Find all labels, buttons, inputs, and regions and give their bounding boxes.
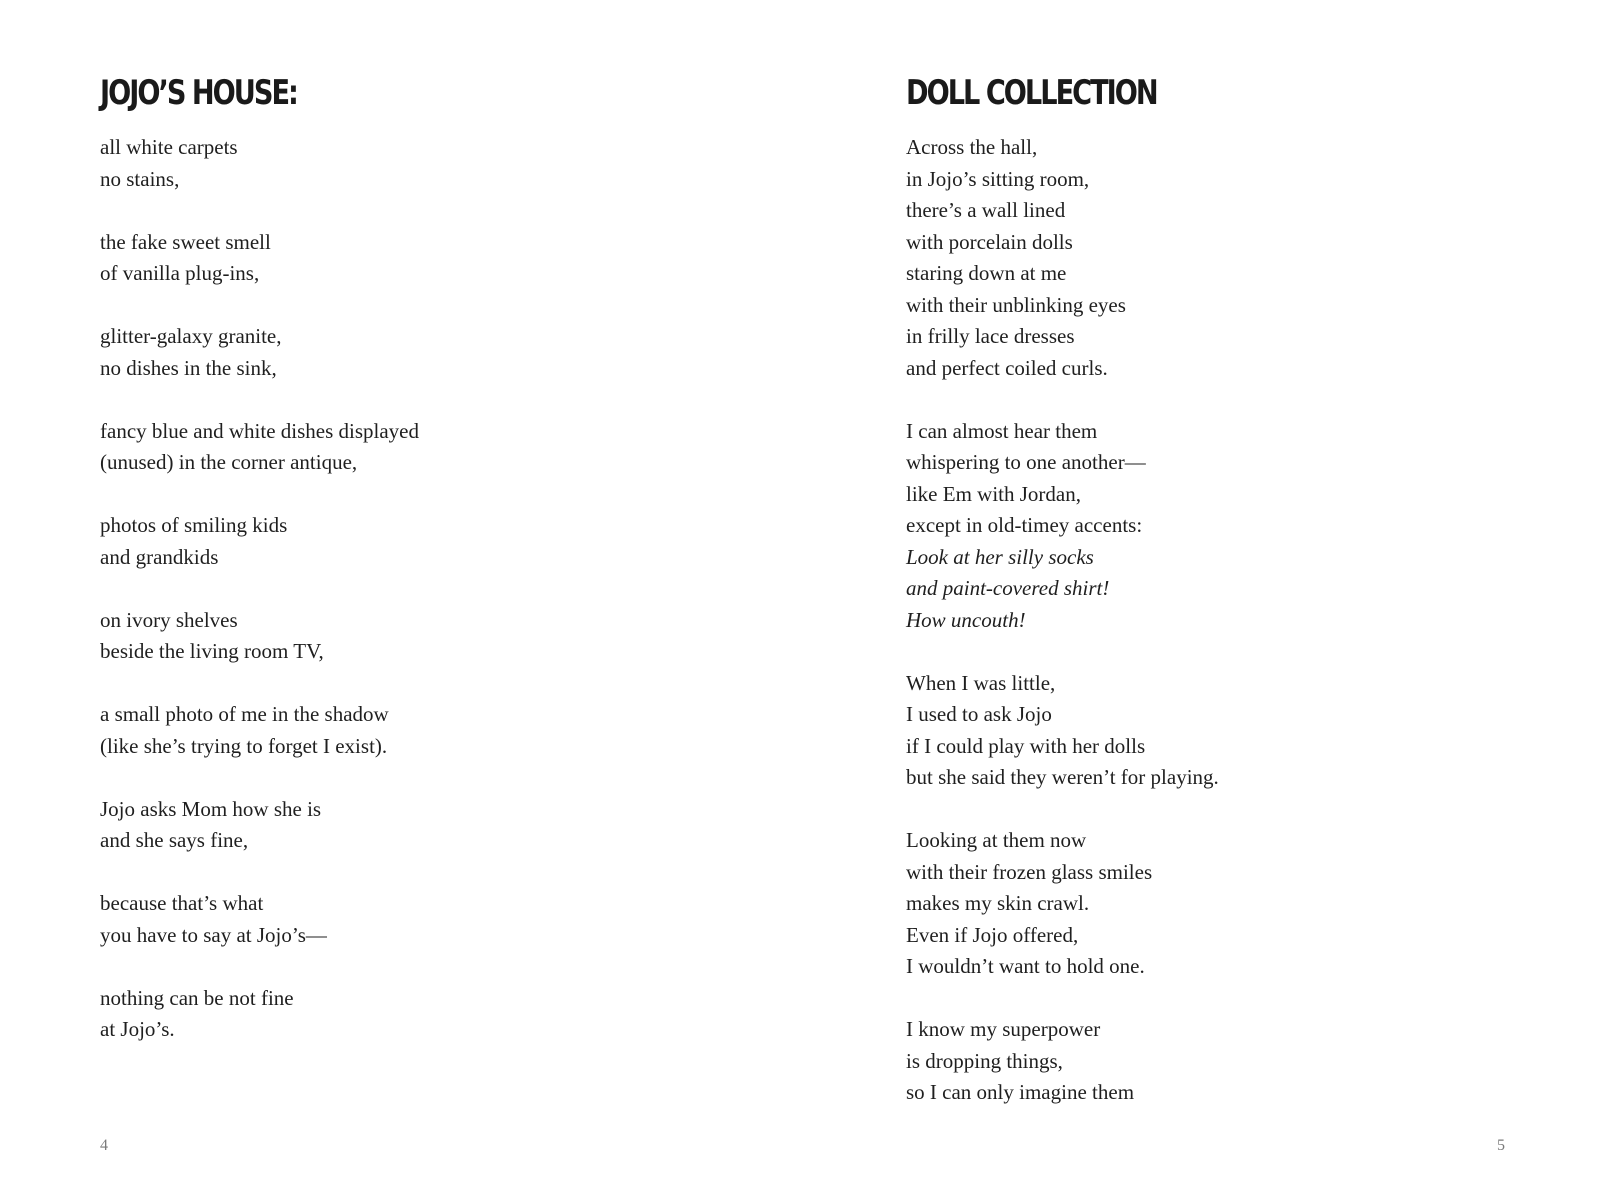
poem-line: (like she’s trying to forget I exist). — [100, 733, 388, 758]
poem-line: a small photo of me in the shadow — [100, 702, 389, 726]
poem-line: I wouldn’t want to hold one. — [906, 954, 1145, 978]
poem-line: all white carpets — [100, 135, 238, 159]
poem-line: Looking at them now — [906, 828, 1087, 852]
poem-line: with their unblinking eyes — [906, 292, 1126, 317]
poem-line: When I was little, — [906, 670, 1056, 695]
poem-line: you have to say at Jojo’s— — [100, 922, 327, 947]
poem-line: is dropping things, — [906, 1048, 1063, 1073]
stanza — [100, 605, 419, 668]
poem-line: How uncouth! — [906, 607, 1026, 632]
poem-line: I know my superpower — [906, 1017, 1101, 1041]
poem-line: at Jojo’s. — [100, 1017, 175, 1041]
poem-line: no stains, — [100, 166, 180, 191]
page-number: 4 — [100, 1137, 108, 1154]
poem-line: and grandkids — [100, 544, 219, 569]
poem-line: there’s a wall lined — [906, 198, 1066, 222]
poem-line: photos of smiling kids — [100, 513, 288, 537]
poem-line: glitter-galaxy granite, — [100, 324, 282, 348]
poem-line: (unused) in the corner antique, — [100, 450, 358, 474]
stanza — [100, 888, 419, 951]
poem-line: beside the living room TV, — [100, 639, 324, 663]
stanza — [906, 668, 1219, 794]
poem-line: but she said they weren’t for playing. — [906, 765, 1219, 789]
poem-line: Look at her silly socks — [906, 544, 1094, 569]
poem-line: whispering to one another— — [906, 450, 1146, 474]
poem-line: I can almost hear them — [906, 418, 1098, 443]
poem-line: Across the hall, — [906, 135, 1038, 159]
poem-line: staring down at me — [906, 261, 1067, 285]
poem-line: if I could play with her dolls — [906, 733, 1146, 758]
poem-line: makes my skin crawl. — [906, 891, 1090, 915]
poem-line: Jojo asks Mom how she is — [100, 796, 322, 821]
poem-line: I used to ask Jojo — [906, 702, 1052, 726]
poem-line: of vanilla plug-ins, — [100, 261, 260, 285]
stanza — [100, 983, 419, 1046]
poem-line: the fake sweet smell — [100, 229, 271, 254]
poem-line: Even if Jojo offered, — [906, 922, 1079, 947]
stanza — [100, 227, 419, 290]
poem-line: in Jojo’s sitting room, — [906, 166, 1090, 191]
poem-line: because that’s what — [100, 891, 264, 915]
poem-line: fancy blue and white dishes displayed — [100, 418, 419, 443]
poem-title: JOJO’S HOUSE: — [100, 73, 297, 113]
right-page — [800, 0, 1600, 1200]
stanza — [906, 1014, 1219, 1109]
poem-title: DOLL COLLECTION — [906, 73, 1157, 113]
stanza — [906, 825, 1219, 983]
stanza — [100, 321, 419, 384]
stanza — [100, 794, 419, 857]
stanza — [906, 416, 1219, 637]
poem-line: with their frozen glass smiles — [906, 859, 1153, 884]
poem-line: nothing can be not fine — [100, 985, 294, 1010]
poem-line: so I can only imagine them — [906, 1080, 1135, 1104]
poem-line: with porcelain dolls — [906, 229, 1073, 254]
stanza — [100, 416, 419, 479]
poem-line: and she says fine, — [100, 828, 249, 852]
poem-line: and paint-covered shirt! — [906, 576, 1110, 600]
poem-jojos-house — [100, 70, 419, 1077]
stanza — [100, 132, 419, 195]
poem-line: on ivory shelves — [100, 607, 238, 632]
stanza — [100, 699, 419, 762]
poem-line: no dishes in the sink, — [100, 355, 277, 380]
poem-line: like Em with Jordan, — [906, 481, 1081, 506]
poem-line: except in old-timey accents: — [906, 513, 1143, 537]
poem-doll-collection — [906, 70, 1219, 1140]
poem-line: in frilly lace dresses — [906, 324, 1075, 348]
page-number: 5 — [1497, 1137, 1505, 1154]
poem-line: and perfect coiled curls. — [906, 355, 1108, 380]
poem-body — [906, 132, 1219, 1109]
stanza — [100, 510, 419, 573]
stanza — [906, 132, 1219, 384]
poem-body — [100, 132, 419, 1046]
